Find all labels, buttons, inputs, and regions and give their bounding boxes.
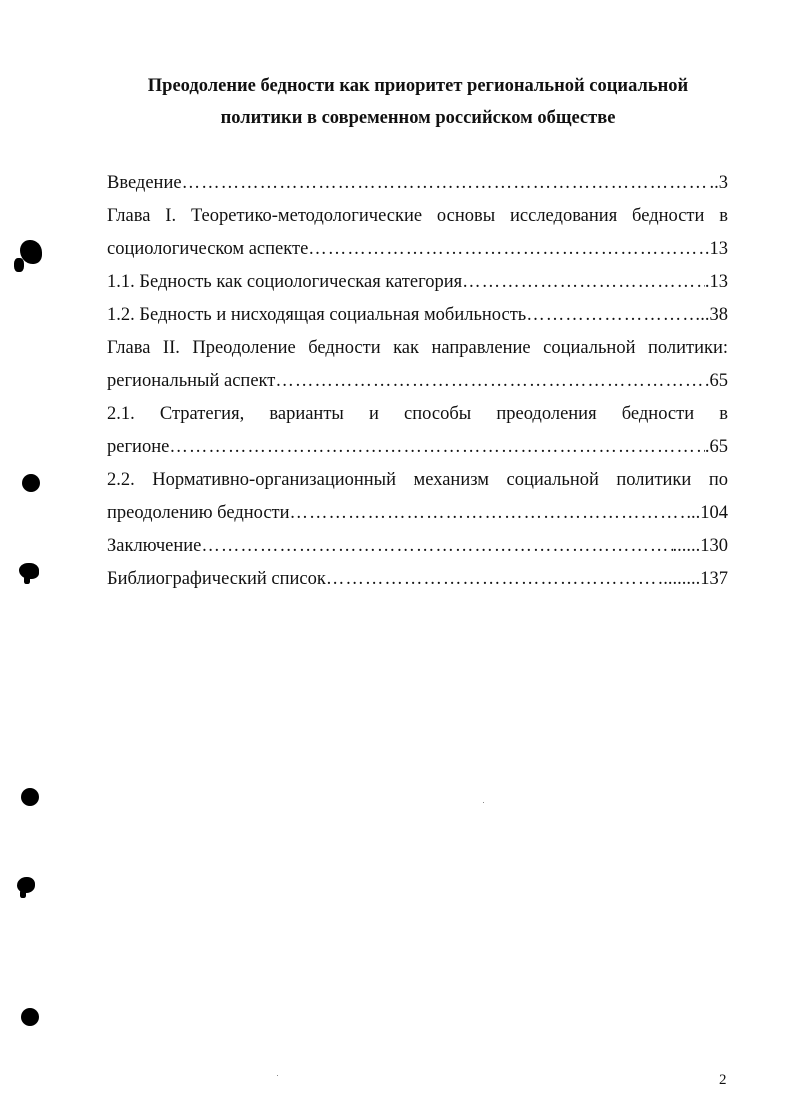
toc-page-number: ..38 (700, 305, 728, 325)
toc-entry-text: 1.2. Бедность и нисходящая социальная мобильность (107, 305, 527, 325)
toc-entry-section-2-1: 2.1. Стратегия, варианты и способы преодоления бедности в (107, 404, 728, 424)
punch-hole-smudge (20, 890, 26, 898)
toc-entry-section-2-1-cont (107, 431, 728, 464)
table-of-contents (107, 167, 728, 596)
punch-hole-smudge (24, 576, 30, 584)
toc-entry-text: 1.1. Бедность как социологическая категория (107, 272, 463, 292)
document-title-line-1: Преодоление бедности как приоритет региональной социальной (147, 76, 689, 96)
toc-leader-dots (326, 563, 663, 596)
punch-hole (21, 788, 39, 806)
toc-entry-introduction (107, 167, 728, 200)
toc-entry-text: Библиографический список (107, 569, 326, 589)
punch-hole-smudge (14, 258, 24, 272)
scan-speck (277, 1075, 278, 1076)
toc-page-number: .13 (704, 272, 728, 292)
toc-leader-dots (201, 530, 672, 563)
toc-entry-text: Введение (107, 173, 182, 193)
toc-entry-chapter-1-cont (107, 233, 728, 266)
toc-entry-conclusion (107, 530, 728, 563)
toc-leader-dots (182, 167, 710, 200)
toc-entry-text: социологическом аспекте (107, 239, 309, 259)
toc-page-number: ..3 (709, 173, 728, 193)
toc-entry-text: региональный аспект (107, 371, 276, 391)
toc-entry-bibliography (107, 563, 728, 596)
page-number: 2 (719, 1072, 727, 1088)
toc-entry-section-2-2: 2.2. Нормативно-организационный механизм социальной политики по (107, 470, 728, 490)
toc-page-number: .65 (704, 437, 728, 457)
toc-page-number: ..104 (691, 503, 728, 523)
toc-leader-dots (275, 365, 705, 398)
document-title-line-2: политики в современном российском обществе (220, 108, 616, 128)
toc-entry-section-1-1 (107, 266, 728, 299)
toc-page-number: ........137 (663, 569, 728, 589)
toc-leader-dots (169, 431, 705, 464)
toc-page-number: .13 (704, 239, 728, 259)
toc-page-number: .65 (704, 371, 728, 391)
toc-leader-dots (290, 497, 691, 530)
toc-leader-dots (308, 233, 705, 266)
punch-hole (21, 1008, 39, 1026)
toc-leader-dots (526, 299, 700, 332)
toc-entry-chapter-2-cont (107, 365, 728, 398)
toc-page-number: ......130 (672, 536, 728, 556)
toc-entry-chapter-2: Глава II. Преодоление бедности как направление социальной политики: (107, 338, 728, 358)
toc-leader-dots (462, 266, 705, 299)
toc-entry-text: преодолению бедности (107, 503, 290, 523)
punch-hole (22, 474, 40, 492)
toc-entry-section-2-2-cont (107, 497, 728, 530)
toc-entry-section-1-2 (107, 299, 728, 332)
toc-entry-text: регионе (107, 437, 170, 457)
toc-entry-text: Заключение (107, 536, 202, 556)
toc-entry-chapter-1: Глава I. Теоретико-методологические основы исследования бедности в (107, 206, 728, 226)
scan-speck (483, 802, 484, 803)
